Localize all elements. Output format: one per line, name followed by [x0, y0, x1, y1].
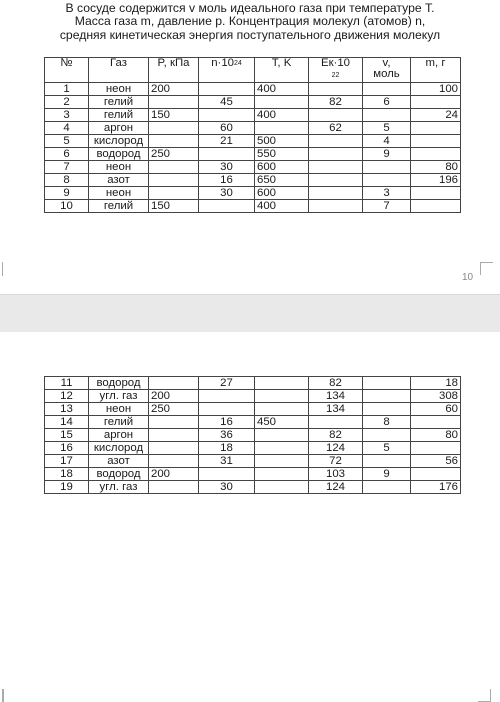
cell-number: 13: [45, 403, 89, 416]
table-row: [45, 109, 461, 122]
table-row: [45, 416, 461, 429]
cell-gas: водород: [89, 468, 149, 481]
cell-gas: азот: [89, 455, 149, 468]
cell-pressure: [149, 455, 199, 468]
cell-pressure: 200: [149, 83, 199, 96]
cell-energy: 103: [309, 468, 363, 481]
cell-number: 9: [45, 187, 89, 200]
cell-energy: [309, 174, 363, 187]
cell-number: 10: [45, 200, 89, 213]
cell-mass: [411, 416, 461, 429]
cell-number: 12: [45, 390, 89, 403]
cell-energy: 82: [309, 377, 363, 390]
cell-number: 1: [45, 83, 89, 96]
cell-amount: [363, 403, 411, 416]
header-concentration-exponent: 24: [234, 60, 242, 67]
cell-gas: аргон: [89, 429, 149, 442]
table-row: [45, 135, 461, 148]
cell-amount: 9: [363, 468, 411, 481]
cell-temperature: [255, 122, 309, 135]
cell-concentration: 31: [199, 455, 255, 468]
cell-energy: [309, 200, 363, 213]
cell-gas: гелий: [89, 416, 149, 429]
cell-gas: гелий: [89, 96, 149, 109]
cell-energy: 124: [309, 442, 363, 455]
table-row: [45, 390, 461, 403]
problem-statement: [22, 2, 478, 42]
cell-gas: неон: [89, 403, 149, 416]
table-row: [45, 429, 461, 442]
cell-energy: [309, 135, 363, 148]
cell-number: 17: [45, 455, 89, 468]
page-corner-mark-right: [478, 689, 491, 702]
cell-amount: [363, 429, 411, 442]
cell-number: 15: [45, 429, 89, 442]
cell-gas: гелий: [89, 109, 149, 122]
cell-pressure: [149, 416, 199, 429]
cell-pressure: [149, 174, 199, 187]
cell-number: 2: [45, 96, 89, 109]
statement-line-1: В сосуде содержится v моль идеального газа при температуре Т.: [65, 1, 435, 15]
cell-gas: водород: [89, 148, 149, 161]
table-row: [45, 200, 461, 213]
cell-temperature: 650: [255, 174, 309, 187]
cell-mass: 176: [411, 481, 461, 494]
cell-concentration: 21: [199, 135, 255, 148]
cell-temperature: [255, 390, 309, 403]
cell-pressure: [149, 429, 199, 442]
cell-temperature: 400: [255, 200, 309, 213]
header-concentration-base: n·10: [211, 57, 234, 69]
cell-pressure: [149, 122, 199, 135]
cell-mass: 18: [411, 377, 461, 390]
header-amount-line2: моль: [373, 68, 400, 80]
cell-energy: 82: [309, 429, 363, 442]
cell-gas: гелий: [89, 200, 149, 213]
cell-amount: [363, 109, 411, 122]
cell-amount: 3: [363, 187, 411, 200]
table-row: [45, 403, 461, 416]
cell-temperature: 450: [255, 416, 309, 429]
page-number: 10: [462, 272, 474, 283]
cell-concentration: [199, 148, 255, 161]
cell-number: 19: [45, 481, 89, 494]
cell-gas: угл. газ: [89, 390, 149, 403]
cell-temperature: 600: [255, 161, 309, 174]
table-row: [45, 468, 461, 481]
cell-number: 3: [45, 109, 89, 122]
cell-mass: [411, 122, 461, 135]
header-amount: [363, 58, 411, 83]
cell-mass: 80: [411, 161, 461, 174]
cell-energy: 134: [309, 403, 363, 416]
cell-mass: 196: [411, 174, 461, 187]
cell-concentration: [199, 403, 255, 416]
cell-energy: [309, 148, 363, 161]
cell-pressure: [149, 442, 199, 455]
page-separator: [0, 294, 500, 334]
cell-number: 7: [45, 161, 89, 174]
cell-temperature: 400: [255, 83, 309, 96]
cell-concentration: 30: [199, 161, 255, 174]
cell-concentration: 30: [199, 187, 255, 200]
cell-number: 4: [45, 122, 89, 135]
table-row: [45, 96, 461, 109]
header-mass: m, г: [411, 58, 461, 83]
cell-energy: [309, 416, 363, 429]
table-row: [45, 481, 461, 494]
cell-amount: 4: [363, 135, 411, 148]
cell-concentration: 30: [199, 481, 255, 494]
cell-mass: 24: [411, 109, 461, 122]
table-row: [45, 455, 461, 468]
cell-number: 16: [45, 442, 89, 455]
table-row: [45, 122, 461, 135]
table-row: [45, 148, 461, 161]
cell-temperature: [255, 377, 309, 390]
cell-pressure: 200: [149, 468, 199, 481]
cell-temperature: [255, 481, 309, 494]
cell-gas: неон: [89, 161, 149, 174]
cell-pressure: [149, 187, 199, 200]
cell-mass: [411, 187, 461, 200]
cell-temperature: 600: [255, 187, 309, 200]
cell-amount: [363, 481, 411, 494]
cell-temperature: 550: [255, 148, 309, 161]
cell-pressure: 250: [149, 403, 199, 416]
gas-parameters-table: [44, 57, 461, 213]
header-energy-base: Eк·10: [320, 57, 351, 69]
cell-mass: [411, 200, 461, 213]
cell-energy: [309, 161, 363, 174]
cell-mass: [411, 96, 461, 109]
header-energy: [309, 58, 363, 83]
cell-mass: 80: [411, 429, 461, 442]
cell-concentration: 16: [199, 174, 255, 187]
header-pressure: P, кПа: [149, 58, 199, 83]
cell-number: 8: [45, 174, 89, 187]
cell-temperature: [255, 96, 309, 109]
page-corner-mark-right: [480, 262, 493, 275]
cell-amount: [363, 83, 411, 96]
cell-energy: 124: [309, 481, 363, 494]
table-row: [45, 83, 461, 96]
table-row: [45, 377, 461, 390]
cell-energy: 134: [309, 390, 363, 403]
cell-pressure: 150: [149, 109, 199, 122]
cell-mass: [411, 135, 461, 148]
cell-mass: 56: [411, 455, 461, 468]
header-gas: Газ: [89, 58, 149, 83]
cell-concentration: 27: [199, 377, 255, 390]
document-page-top: [0, 0, 500, 294]
cell-energy: 72: [309, 455, 363, 468]
cell-number: 11: [45, 377, 89, 390]
cell-amount: [363, 174, 411, 187]
cell-gas: кислород: [89, 135, 149, 148]
cell-pressure: [149, 161, 199, 174]
cell-amount: 5: [363, 442, 411, 455]
cell-amount: [363, 377, 411, 390]
gas-parameters-table-continued: [44, 376, 461, 494]
cell-gas: кислород: [89, 442, 149, 455]
cell-energy: 62: [309, 122, 363, 135]
cell-amount: 9: [363, 148, 411, 161]
cell-amount: [363, 390, 411, 403]
cell-pressure: [149, 135, 199, 148]
cell-concentration: 60: [199, 122, 255, 135]
cell-pressure: [149, 481, 199, 494]
header-temperature: T, K: [255, 58, 309, 83]
cell-gas: азот: [89, 174, 149, 187]
table-row: [45, 442, 461, 455]
cell-number: 5: [45, 135, 89, 148]
cell-number: 14: [45, 416, 89, 429]
header-amount-line1: v,: [382, 57, 391, 69]
cell-concentration: [199, 83, 255, 96]
cell-energy: [309, 187, 363, 200]
cell-concentration: [199, 109, 255, 122]
cell-pressure: 150: [149, 200, 199, 213]
cell-temperature: [255, 468, 309, 481]
cell-gas: угл. газ: [89, 481, 149, 494]
cell-number: 6: [45, 148, 89, 161]
table-row: [45, 174, 461, 187]
cell-temperature: 500: [255, 135, 309, 148]
cell-energy: [309, 109, 363, 122]
cell-amount: [363, 161, 411, 174]
table-header-row: [45, 58, 461, 83]
header-number: №: [45, 58, 89, 83]
statement-line-3: средняя кинетическая энергия поступательного движения молекул: [59, 27, 441, 42]
page-corner-mark-left: [2, 689, 4, 702]
cell-amount: 8: [363, 416, 411, 429]
cell-amount: 6: [363, 96, 411, 109]
cell-temperature: [255, 429, 309, 442]
cell-pressure: [149, 377, 199, 390]
cell-pressure: 250: [149, 148, 199, 161]
cell-concentration: 18: [199, 442, 255, 455]
cell-pressure: 200: [149, 390, 199, 403]
cell-gas: водород: [89, 377, 149, 390]
cell-mass: 60: [411, 403, 461, 416]
cell-concentration: [199, 468, 255, 481]
cell-mass: [411, 148, 461, 161]
cell-pressure: [149, 96, 199, 109]
cell-number: 18: [45, 468, 89, 481]
cell-temperature: [255, 455, 309, 468]
cell-temperature: [255, 442, 309, 455]
cell-temperature: 400: [255, 109, 309, 122]
cell-concentration: 16: [199, 416, 255, 429]
cell-amount: 5: [363, 122, 411, 135]
cell-gas: неон: [89, 187, 149, 200]
cell-concentration: [199, 200, 255, 213]
cell-mass: 308: [411, 390, 461, 403]
cell-gas: неон: [89, 83, 149, 96]
table-row: [45, 187, 461, 200]
cell-concentration: [199, 390, 255, 403]
cell-energy: 82: [309, 96, 363, 109]
page-corner-mark-left: [2, 262, 3, 276]
cell-mass: [411, 442, 461, 455]
cell-amount: [363, 455, 411, 468]
table-row: [45, 161, 461, 174]
cell-mass: [411, 468, 461, 481]
header-energy-exponent: 22: [331, 72, 340, 79]
cell-energy: [309, 83, 363, 96]
cell-gas: аргон: [89, 122, 149, 135]
cell-concentration: 36: [199, 429, 255, 442]
cell-mass: 100: [411, 83, 461, 96]
cell-temperature: [255, 403, 309, 416]
cell-amount: 7: [363, 200, 411, 213]
header-concentration: [199, 58, 255, 83]
statement-line-2: Масса газа m, давление р. Концентрация молекул (атомов) n,: [74, 14, 426, 29]
cell-concentration: 45: [199, 96, 255, 109]
